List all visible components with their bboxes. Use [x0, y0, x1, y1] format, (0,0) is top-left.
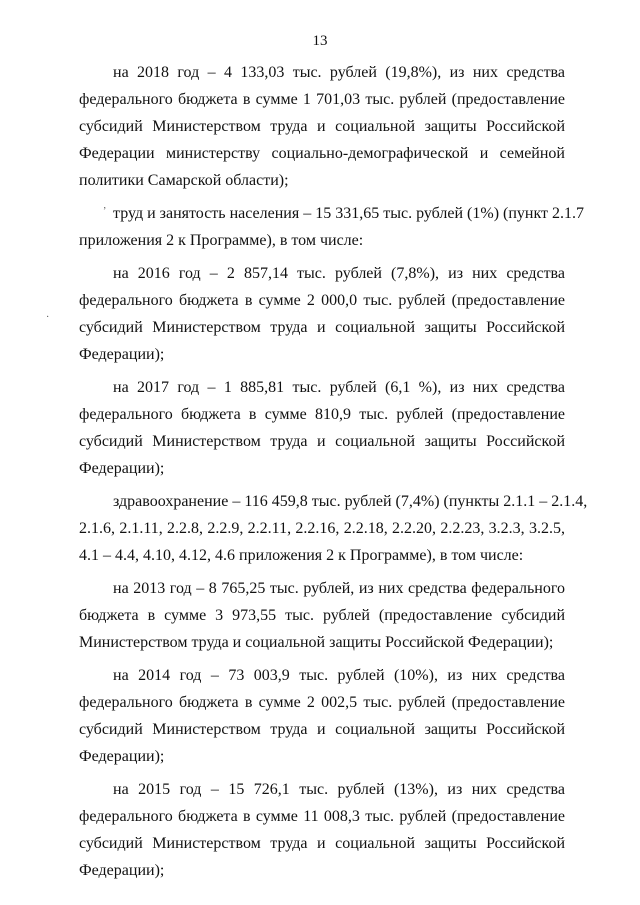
document-body	[79, 59, 588, 890]
paragraph	[79, 776, 565, 884]
text-line: субсидий Министерством труда и социальной защиты Российской	[79, 835, 565, 852]
paragraph	[79, 200, 585, 254]
text-line: на 2015 год – 15 726,1 тыс. рублей (13%), из них средства	[113, 781, 565, 798]
text-line: федерального бюджета в сумме 11 008,3 тыс. рублей (предоставление	[79, 808, 565, 825]
text-line: Федерации);	[79, 862, 165, 879]
text-line: здравоохранение – 116 459,8 тыс. рублей (7,4%) (пункты 2.1.1 – 2.1.4,	[113, 493, 588, 510]
text-line: Федерации);	[79, 748, 165, 765]
text-line: субсидий Министерством труда и социальной защиты Российской	[79, 721, 565, 738]
text-line: бюджета в сумме 3 973,55 тыс. рублей (предоставление субсидий	[79, 607, 565, 624]
text-line: субсидий Министерством труда и социальной защиты Российской	[79, 118, 565, 135]
text-line: 2.1.6, 2.1.11, 2.2.8, 2.2.9, 2.2.11, 2.2.16, 2.2.18, 2.2.20, 2.2.23, 3.2.3, 3.2.5,	[79, 520, 565, 537]
text-line: федерального бюджета в сумме 2 002,5 тыс. рублей (предоставление	[79, 694, 565, 711]
text-line: федерального бюджета в сумме 810,9 тыс. рублей (предоставление	[79, 406, 565, 423]
text-line: труд и занятость населения – 15 331,65 тыс. рублей (1%) (пункт 2.1.7	[113, 205, 585, 222]
text-line: Федерации);	[79, 460, 165, 477]
paragraph	[79, 374, 565, 482]
scan-mark: ·	[46, 312, 50, 323]
text-line: на 2016 год – 2 857,14 тыс. рублей (7,8%), из них средства	[113, 265, 565, 282]
paragraph	[79, 59, 565, 194]
text-line: на 2013 год – 8 765,25 тыс. рублей, из них средства федерального	[113, 580, 565, 597]
text-line: федерального бюджета в сумме 1 701,03 тыс. рублей (предоставление	[79, 91, 565, 108]
text-line: Федерации);	[79, 346, 165, 363]
paragraph	[79, 488, 588, 569]
text-line: политики Самарской области);	[79, 172, 289, 189]
text-line: 4.1 – 4.4, 4.10, 4.12, 4.6 приложения 2 к Программе), в том числе:	[79, 547, 524, 564]
text-line: приложения 2 к Программе), в том числе:	[79, 232, 364, 249]
text-line: на 2018 год – 4 133,03 тыс. рублей (19,8%), из них средства	[113, 64, 565, 81]
text-line: федерального бюджета в сумме 2 000,0 тыс. рублей (предоставление	[79, 292, 565, 309]
text-line: на 2014 год – 73 003,9 тыс. рублей (10%), из них средства	[113, 667, 565, 684]
paragraph	[79, 575, 565, 656]
text-line: Федерации министерству социально-демографической и семейной	[79, 145, 565, 162]
paragraph	[79, 662, 565, 770]
page-number: 13	[312, 33, 328, 49]
text-line: на 2017 год – 1 885,81 тыс. рублей (6,1 %), из них средства	[113, 379, 565, 396]
text-line: субсидий Министерством труда и социальной защиты Российской	[79, 319, 565, 336]
scan-mark: ’	[103, 206, 107, 217]
text-line: Министерством труда и социальной защиты Российской Федерации);	[79, 634, 554, 651]
text-line: субсидий Министерством труда и социальной защиты Российской	[79, 433, 565, 450]
paragraph	[79, 260, 565, 368]
